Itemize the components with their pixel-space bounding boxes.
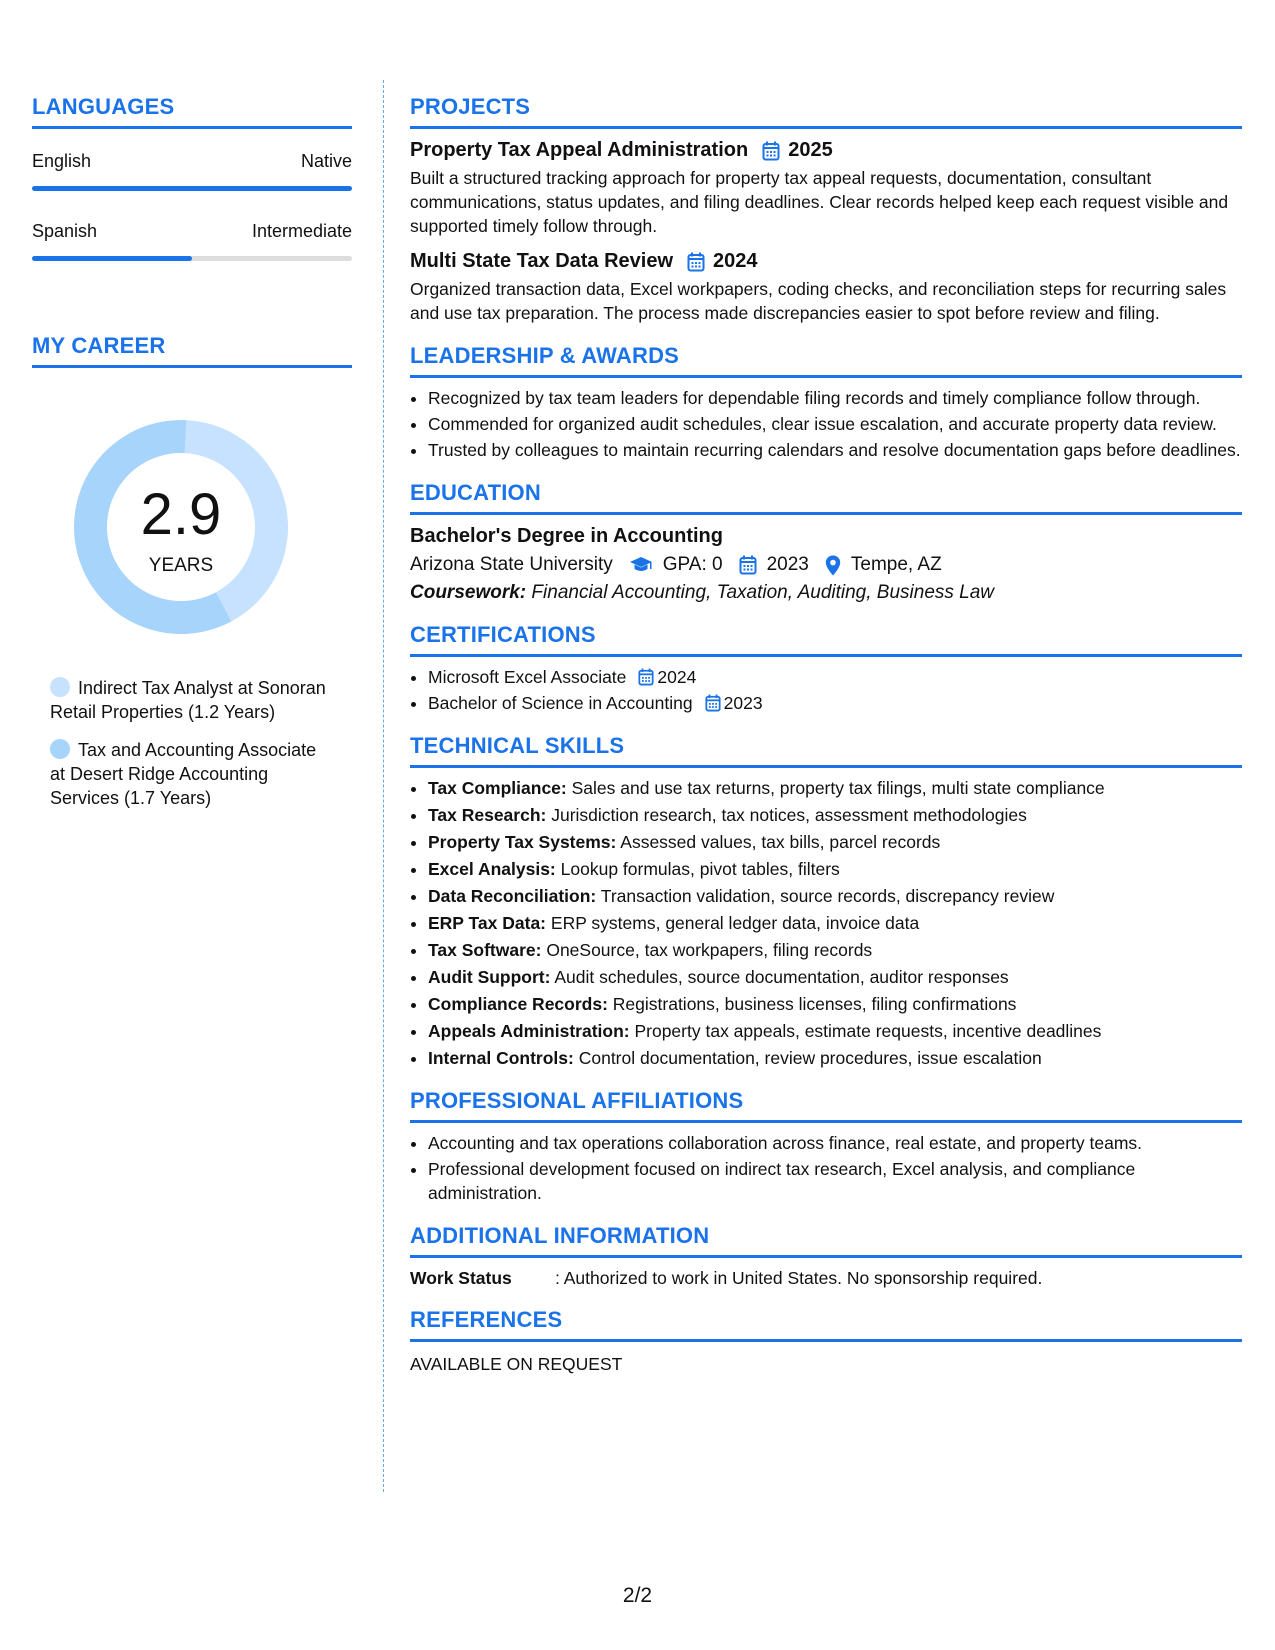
skill-label: Compliance Records: <box>428 994 608 1014</box>
degree-name: Bachelor's Degree in Accounting <box>410 525 723 547</box>
certification-name: • Microsoft Excel Associate <box>428 667 627 687</box>
leadership-title: LEADERSHIP & AWARDS <box>410 343 1242 378</box>
certification-name: • Bachelor of Science in Accounting <box>428 693 693 713</box>
certification-item <box>428 665 1242 689</box>
education-meta <box>410 554 1242 576</box>
career-legend-label: Indirect Tax Analyst at Sonoran Retail Properties (1.2 Years) <box>50 678 326 722</box>
calendar-icon <box>705 694 721 712</box>
project-description: Organized transaction data, Excel workpapers, coding checks, and reconciliation steps for recurring sales and use tax preparation. The process made discrepancies easier to spot before review and filing. <box>410 279 1227 323</box>
skill-label: ERP Tax Data: <box>428 913 547 933</box>
language-bar <box>32 186 352 191</box>
skill-item <box>428 776 1242 800</box>
skill-label: Internal Controls: <box>428 1048 574 1068</box>
language-name: Spanish <box>32 221 98 241</box>
skills-section <box>410 733 1242 1070</box>
skill-text: Lookup formulas, pivot tables, filters <box>560 859 840 879</box>
graduation-cap-icon <box>629 556 653 574</box>
skill-label: Excel Analysis: <box>428 859 556 879</box>
work-status-label: Work Status <box>410 1268 512 1288</box>
project-entry <box>410 139 1242 238</box>
leadership-list <box>410 386 1242 462</box>
career-legend-label: Tax and Accounting Associate at Desert Ridge Accounting Services (1.7 Years) <box>50 740 317 808</box>
skill-item <box>428 857 1242 881</box>
certifications-section <box>410 622 1242 715</box>
language-bar-fill <box>32 256 192 261</box>
skill-item <box>428 830 1242 854</box>
location-pin-icon <box>825 555 841 576</box>
leadership-section <box>410 343 1242 462</box>
career-legend-item <box>50 676 330 724</box>
skill-item <box>428 803 1242 827</box>
career-donut-chart <box>66 412 296 642</box>
gpa: GPA: 0 <box>662 554 723 575</box>
skill-text: Control documentation, review procedures, issue escalation <box>578 1048 1042 1068</box>
work-status-value: : Authorized to work in United States. No sponsorship required. <box>555 1268 1043 1288</box>
languages-section <box>32 94 352 261</box>
school-name: Arizona State University <box>410 554 613 575</box>
skill-item <box>428 911 1242 935</box>
skill-item <box>428 884 1242 908</box>
career-legend-item <box>50 738 330 810</box>
skill-item <box>428 992 1242 1016</box>
skill-item <box>428 938 1242 962</box>
affiliations-title: PROFESSIONAL AFFILIATIONS <box>410 1088 1242 1123</box>
affiliation-item: • Professional development focused on indirect tax research, Excel analysis, and compliance administration. <box>428 1157 1242 1205</box>
skill-text: Transaction validation, source records, discrepancy review <box>600 886 1055 906</box>
skills-title: TECHNICAL SKILLS <box>410 733 1242 768</box>
skills-list <box>410 776 1242 1070</box>
certifications-list <box>410 665 1242 715</box>
skill-text: OneSource, tax workpapers, filing records <box>546 940 873 960</box>
language-bar <box>32 256 352 261</box>
skill-text: Assessed values, tax bills, parcel records <box>620 832 941 852</box>
project-name: Multi State Tax Data Review <box>410 250 674 272</box>
skill-label: Tax Software: <box>428 940 542 960</box>
affiliation-item: • Accounting and tax operations collaboration across finance, real estate, and property teams. <box>428 1131 1242 1155</box>
skill-item <box>428 1019 1242 1043</box>
additional-info-title: ADDITIONAL INFORMATION <box>410 1223 1242 1258</box>
page-number: 2/2 <box>622 1584 653 1607</box>
leadership-item: • Trusted by colleagues to maintain recurring calendars and resolve documentation gaps before deadlines. <box>428 438 1242 462</box>
certification-row <box>428 665 1242 689</box>
calendar-icon <box>762 141 780 161</box>
skill-item <box>428 965 1242 989</box>
certification-date: 2024 <box>657 667 697 687</box>
skill-text: Registrations, business licenses, filing confirmations <box>612 994 1017 1014</box>
work-status-row <box>410 1268 1242 1289</box>
skill-label: Property Tax Systems: <box>428 832 617 852</box>
column-divider <box>383 80 384 1492</box>
calendar-icon <box>638 668 654 686</box>
references-title: REFERENCES <box>410 1307 1242 1342</box>
leadership-item: • Commended for organized audit schedules, clear issue escalation, and accurate property data review. <box>428 412 1242 436</box>
project-date: 2024 <box>713 250 758 272</box>
right-column <box>410 94 1242 1393</box>
left-column <box>32 94 352 824</box>
graduation-year: 2023 <box>766 554 809 575</box>
projects-section <box>410 94 1242 325</box>
education-section <box>410 480 1242 604</box>
skill-text: ERP systems, general ledger data, invoice data <box>550 913 920 933</box>
skill-label: Appeals Administration: <box>428 1021 630 1041</box>
additional-info-section <box>410 1223 1242 1289</box>
legend-dot-icon <box>50 677 70 697</box>
projects-title: PROJECTS <box>410 94 1242 129</box>
certifications-title: CERTIFICATIONS <box>410 622 1242 657</box>
coursework <box>410 582 1242 604</box>
skill-text: Audit schedules, source documentation, auditor responses <box>554 967 1009 987</box>
legend-dot-icon <box>50 739 70 759</box>
languages-title: LANGUAGES <box>32 94 352 129</box>
language-name: English <box>32 151 92 171</box>
project-description: Built a structured tracking approach for property tax appeal requests, documentation, consultant communications, status updates, and filing deadlines. Clear records helped keep each request visible and supported timely follow through. <box>410 168 1229 236</box>
coursework-list: Financial Accounting, Taxation, Auditing, Business Law <box>531 582 995 603</box>
skill-label: Tax Compliance: <box>428 778 567 798</box>
leadership-item: • Recognized by tax team leaders for dependable filing records and timely compliance follow through. <box>428 386 1242 410</box>
calendar-icon <box>687 252 705 272</box>
career-section <box>32 333 352 810</box>
education-title: EDUCATION <box>410 480 1242 515</box>
language-level: Intermediate <box>251 221 352 241</box>
career-title: MY CAREER <box>32 333 352 368</box>
references-section <box>410 1307 1242 1375</box>
skill-label: Audit Support: <box>428 967 551 987</box>
career-legend <box>50 676 330 810</box>
project-name: Property Tax Appeal Administration <box>410 139 749 161</box>
career-years-unit: YEARS <box>148 555 214 576</box>
references-text: AVAILABLE ON REQUEST <box>410 1354 623 1374</box>
certification-item <box>428 691 1242 715</box>
skill-label: Data Reconciliation: <box>428 886 597 906</box>
certification-row <box>428 691 1242 715</box>
language-level: Native <box>300 151 352 171</box>
school-location: Tempe, AZ <box>850 554 942 575</box>
skill-item <box>428 1046 1242 1070</box>
affiliations-list <box>410 1131 1242 1205</box>
skill-text: Jurisdiction research, tax notices, assessment methodologies <box>551 805 1027 825</box>
calendar-icon <box>739 555 757 575</box>
certification-date: 2023 <box>723 693 763 713</box>
project-entry <box>410 250 1242 325</box>
language-row <box>32 151 352 172</box>
skill-text: Sales and use tax returns, property tax filings, multi state compliance <box>571 778 1105 798</box>
career-total-years: 2.9 <box>140 482 222 547</box>
skill-text: Property tax appeals, estimate requests, incentive deadlines <box>634 1021 1102 1041</box>
skill-label: Tax Research: <box>428 805 547 825</box>
affiliations-section <box>410 1088 1242 1205</box>
coursework-label: Coursework: <box>410 582 527 603</box>
language-bar-fill <box>32 186 352 191</box>
project-header <box>410 250 1242 273</box>
project-header <box>410 139 1242 162</box>
project-date: 2025 <box>788 139 833 161</box>
language-row <box>32 221 352 242</box>
